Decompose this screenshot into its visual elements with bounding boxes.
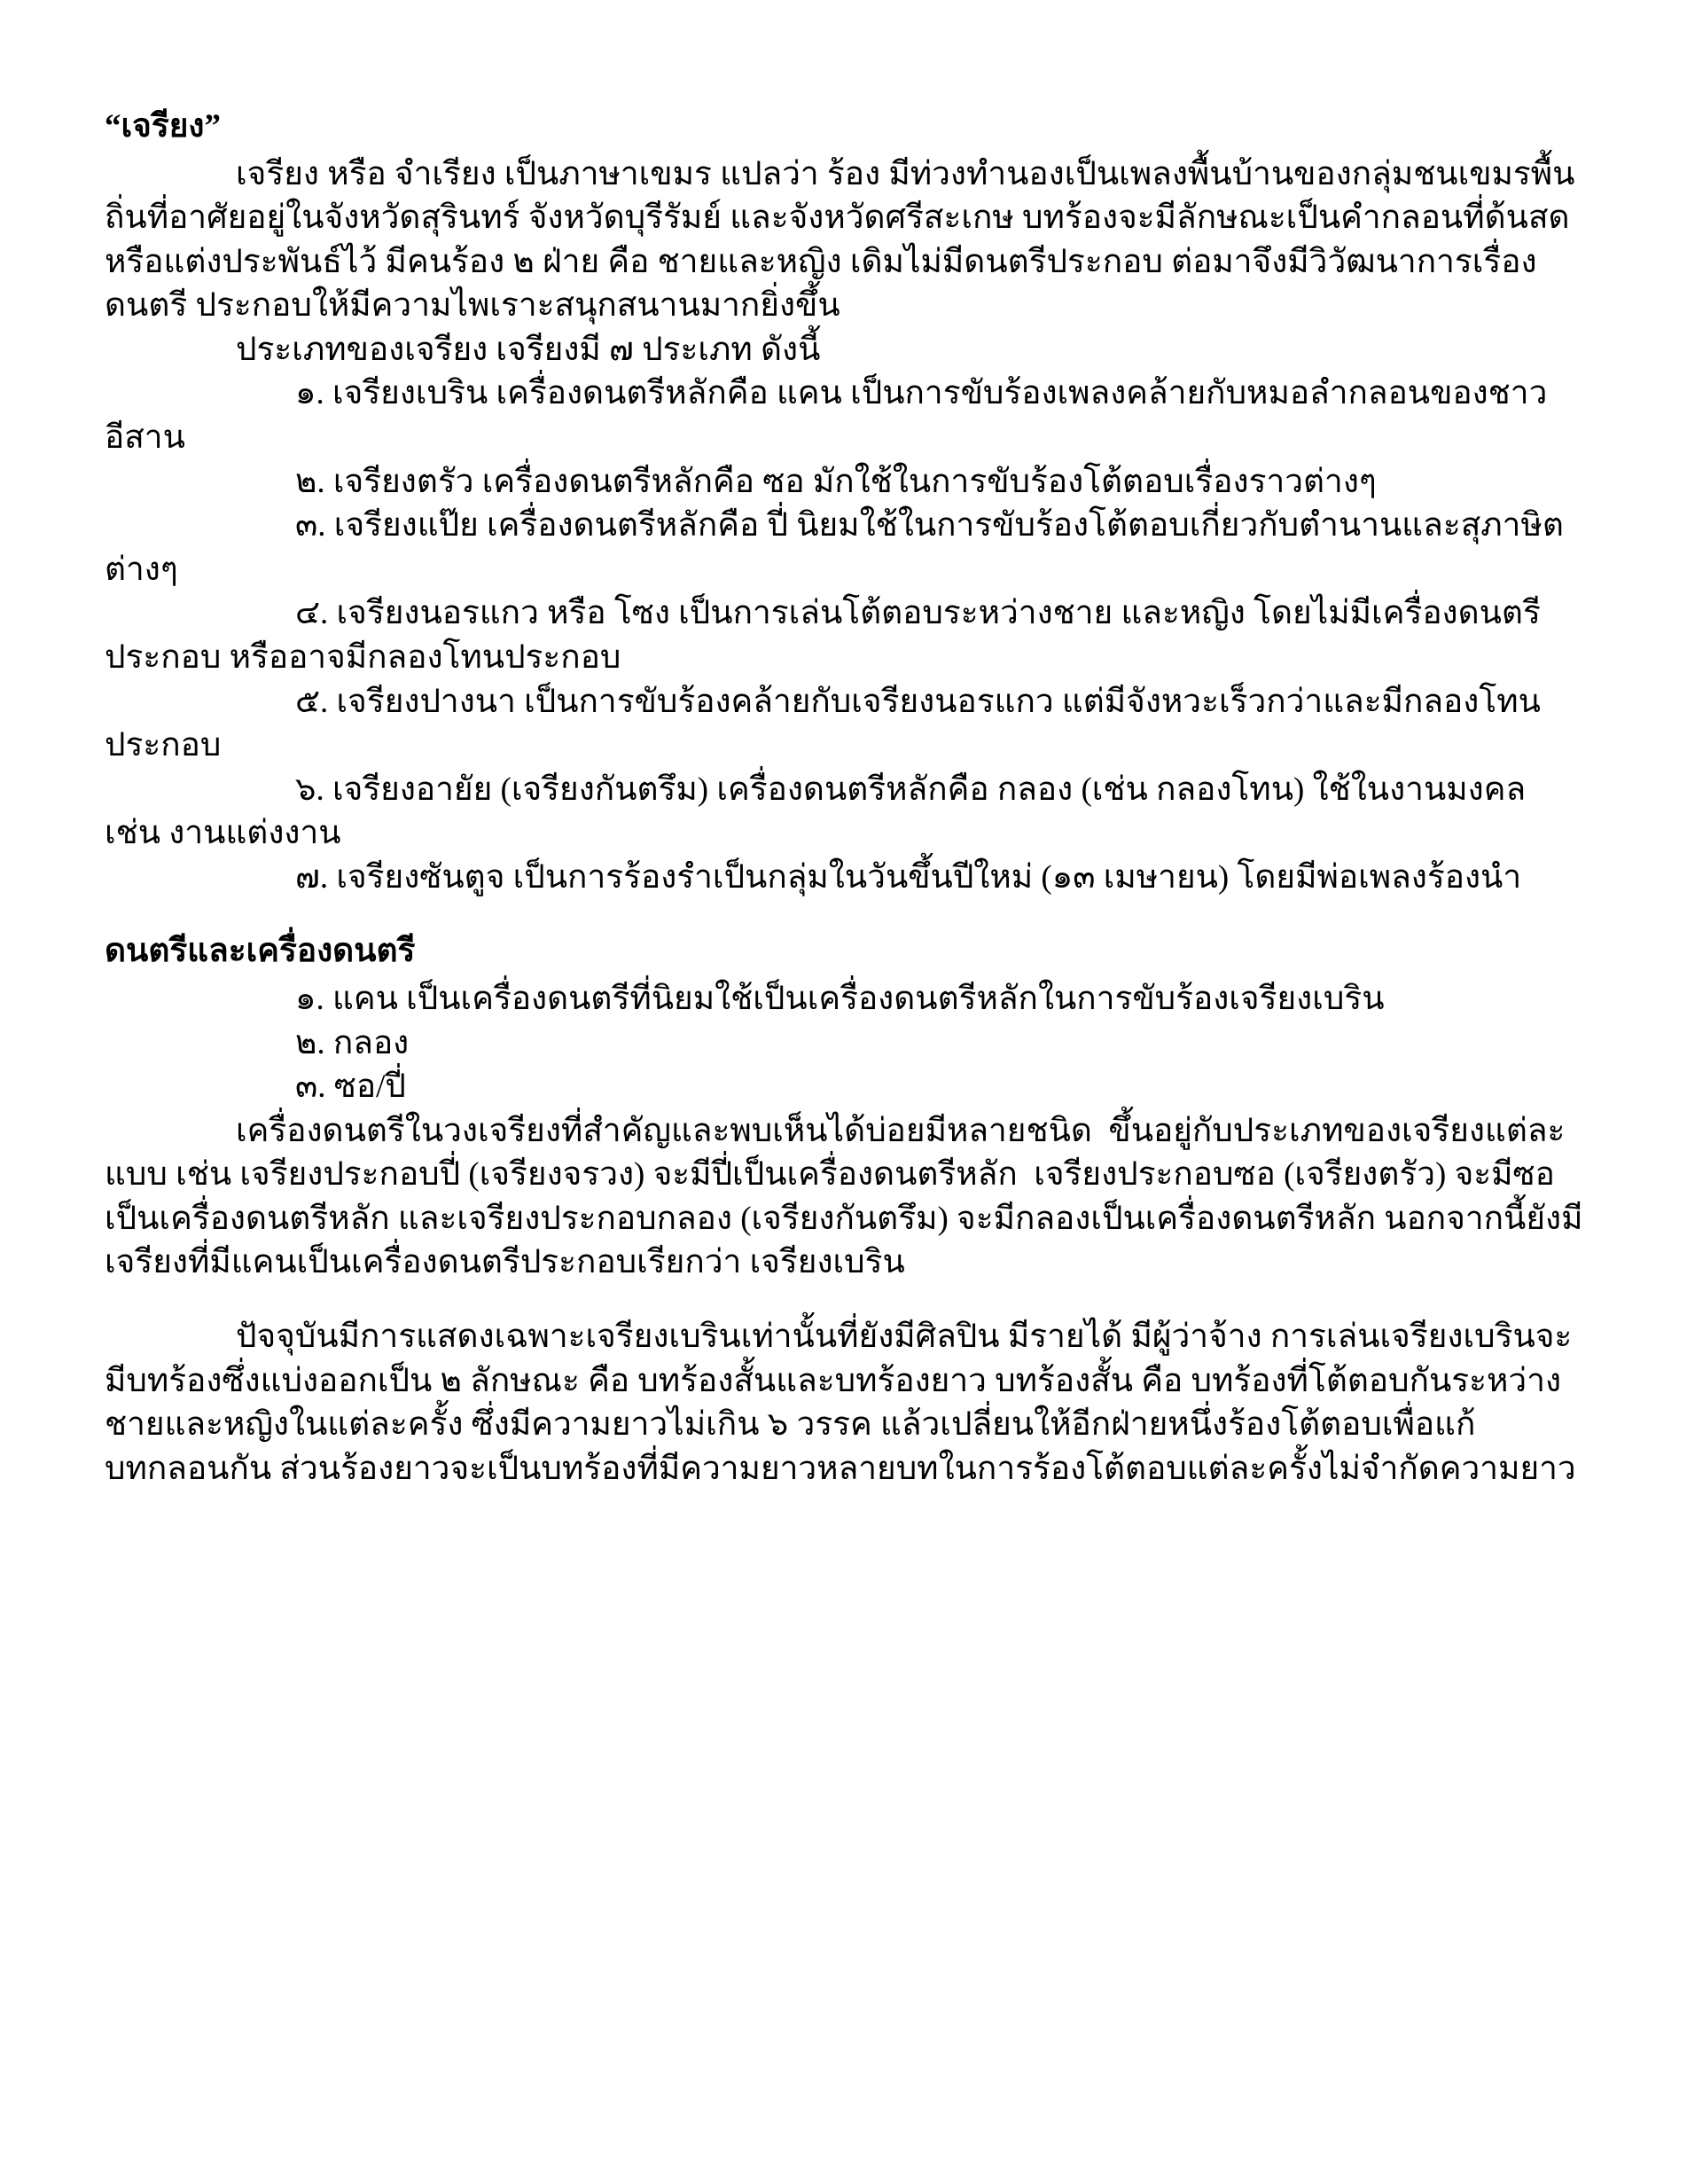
instruments-section-heading: ดนตรีและเครื่องดนตรี [105,933,416,970]
jarieng-type-1: ๑. เจรียงเบริน เครื่องดนตรีหลักคือ แคน เป็นการขับร้องเพลงคล้ายกับหมอลำกลอนของชาวอีสาน [105,375,1548,457]
jarieng-type-6: ๖. เจรียงอายัย (เจรียงกันตรึม) เครื่องดนตรีหลักคือ กลอง (เช่น กลองโทน) ใช้ในงานมงคล เช่น งานแต่งงาน [105,771,1535,852]
jarieng-type-7: ๗. เจรียงซันตูจ เป็นการร้องรำเป็นกลุ่มในวันขึ้นปีใหม่ (๑๓ เมษายน) โดยมีพ่อเพลงร้องนำ [295,858,1522,896]
closing-paragraph-1: เครื่องดนตรีในวงเจรียงที่สำคัญและพบเห็นได้บ่อยมีหลายชนิด ขึ้นอยู่กับประเภทของเจรียงแต่ละแบบ เช่น เจรียงประกอบปี่ (เจรียงจรวง) จะมีปี่เป็นเครื่องดนตรีหลัก เจรียงประกอบซอ (เจรียงตรัว) จะมีซอเป็นเครื่องดนตรีหลัก และเจรียงประกอบกลอง (เจรียงกันตรึม) จะมีกลองเป็นเครื่องดนตรีหลัก นอกจากนี้ยังมีเจรียงที่มีแคนเป็นเครื่องดนตรีประกอบเรียกว่า เจรียงเบริน [105,1112,1583,1281]
instrument-item-3: ๓. ซอ/ปี่ [295,1069,406,1106]
instrument-item-1: ๑. แคน เป็นเครื่องดนตรีที่นิยมใช้เป็นเครื่องดนตรีหลักในการขับร้องเจรียงเบริน [295,980,1385,1017]
jarieng-type-3: ๓. เจรียงแป๊ย เครื่องดนตรีหลักคือ ปี่ นิยมใช้ในการขับร้องโต้ตอบเกี่ยวกับตำนานและสุภาษิตต่างๆ [105,507,1564,588]
intro-paragraph-1: เจรียง หรือ จำเรียง เป็นภาษาเขมร แปลว่า ร้อง มีท่วงทำนองเป็นเพลงพื้นบ้านของกลุ่มชนเขมรพื้นถิ่นที่อาศัยอยู่ในจังหวัดสุรินทร์ จังหวัดบุรีรัมย์ และจังหวัดศรีสะเกษ บทร้องจะมีลักษณะเป็นคำกลอนที่ด้นสดหรือแต่งประพันธ์ไว้ มีคนร้อง ๒ ฝ่าย คือ ชายและหญิง เดิมไม่มีดนตรีประกอบ ต่อมาจึงมีวิวัฒนาการเรื่อง ดนตรี ประกอบให้มีความไพเราะสนุกสนานมากยิ่งขึ้น [105,155,1575,325]
jarieng-type-5: ๕. เจรียงปางนา เป็นการขับร้องคล้ายกับเจรียงนอรแกว แต่มีจังหวะเร็วกว่าและมีกลองโทนประกอบ [105,683,1541,764]
document-title: “เจรียง” [105,108,221,145]
closing-paragraph-2: ปัจจุบันมีการแสดงเฉพาะเจรียงเบรินเท่านั้นที่ยังมีศิลปิน มีรายได้ มีผู้ว่าจ้าง การเล่นเจรียงเบรินจะมีบทร้องซึ่งแบ่งออกเป็น ๒ ลักษณะ คือ บทร้องสั้นและบทร้องยาว บทร้องสั้น คือ บทร้องที่โต้ตอบกันระหว่างชายและหญิงในแต่ละครั้ง ซึ่งมีความยาวไม่เกิน ๖ วรรค แล้วเปลี่ยนให้อีกฝ่ายหนึ่งร้องโต้ตอบเพื่อแก้บทกลอนกัน ส่วนร้องยาวจะเป็นบทร้องที่มีความยาวหลายบทในการร้องโต้ตอบแต่ละครั้งไม่จำกัดความยาว [105,1319,1576,1487]
instrument-item-2: ๒. กลอง [295,1024,410,1061]
paragraph-spacer [105,1285,1585,1315]
intro-paragraph-2: ประเภทของเจรียง เจรียงมี ๗ ประเภท ดังนี้ [236,331,821,368]
jarieng-type-4: ๔. เจรียงนอรแกว หรือ โซง เป็นการเล่นโต้ตอบระหว่างชาย และหญิง โดยไม่มีเครื่องดนตรีประกอบ หรืออาจมีกลองโทนประกอบ [105,595,1541,676]
jarieng-type-2: ๒. เจรียงตรัว เครื่องดนตรีหลักคือ ซอ มักใช้ในการขับร้องโต้ตอบเรื่องราวต่างๆ [295,463,1377,500]
document-body [105,105,1585,1491]
